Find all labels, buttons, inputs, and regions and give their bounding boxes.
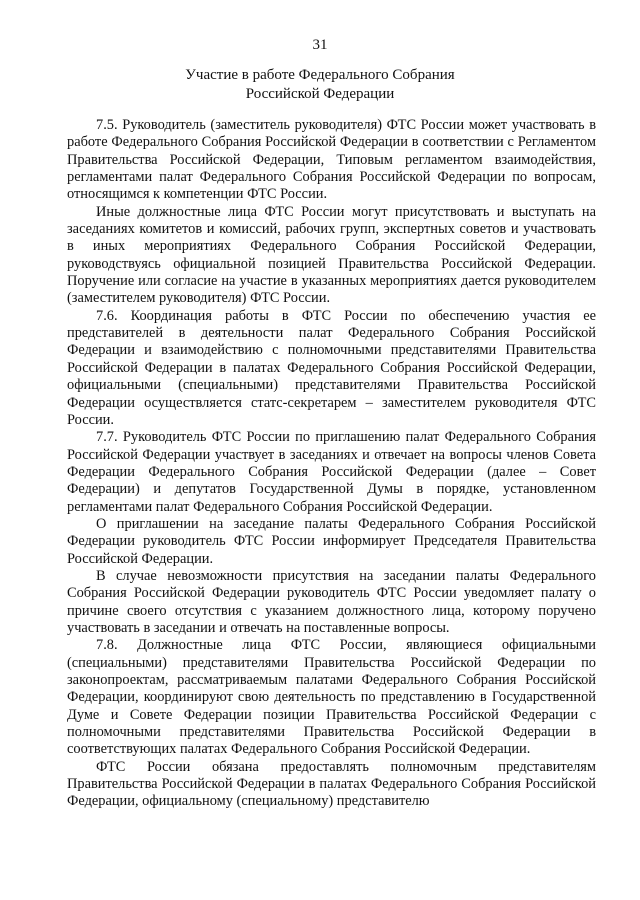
section-heading-line-1: Участие в работе Федерального Собрания [185, 67, 455, 83]
body-text [67, 117, 596, 811]
section-heading [0, 66, 640, 104]
paragraph-other-officials: Иные должностные лица ФТС России могут присутствовать и выступать на заседаниях комитетов и комиссий, рабочих групп, экспертных советов и участвовать в иных мероприятиях Федерального Собрания Российской Федерации, руководствуясь официальной позицией Правительства Российской Федерации. Поручение или согласие на участие в указанных мероприятиях дается руководителем (заместителем руководителя) ФТС России. [67, 203, 596, 307]
paragraph-7-8: 7.8. Должностные лица ФТС России, являющиеся официальными (специальными) представителями Правительства Российской Федерации по законопроектам, рассматриваемым палатами Федерального Собрания Российской Федерации, координируют свою деятельность по представлению в Государственной Думе и Совете Федерации позиции Правительства Российской Федерации с полномочными представителями Правительства Российской Федерации в соответствующих палатах Федерального Собрания Российской Федерации. [67, 637, 596, 758]
paragraph-absence: В случае невозможности присутствия на заседании палаты Федерального Собрания Российской Федерации руководитель ФТС России уведомляет палату о причине своего отсутствия с указанием должностного лица, которому поручено участвовать в заседании и отвечать на поставленные вопросы. [67, 567, 596, 636]
paragraph-invitation: О приглашении на заседание палаты Федерального Собрания Российской Федерации руководитель ФТС России информирует Председателя Правительства Российской Федерации. [67, 515, 596, 567]
paragraph-7-5: 7.5. Руководитель (заместитель руководителя) ФТС России может участвовать в работе Федерального Собрания Российской Федерации в соответствии с Регламентом Правительства Российской Федерации, Типовым регламентом взаимодействия, регламентами палат Федерального Собрания Российской Федерации по вопросам, относящимся к компетенции ФТС России. [67, 117, 596, 203]
paragraph-fts-obligation: ФТС России обязана предоставлять полномочным представителям Правительства Российской Федерации в палатах Федерального Собрания Российской Федерации, официальному (специальному) представителю [67, 758, 596, 810]
paragraph-7-6: 7.6. Координация работы в ФТС России по обеспечению участия ее представителей в деятельности палат Федерального Собрания Российской Федерации и взаимодействию с полномочными представителями Правительства Российской Федерации в палатах Федерального Собрания Российской Федерации, официальными (специальными) представителями Правительства Российской Федерации осуществляется статс-секретарем – заместителем руководителя ФТС России. [67, 307, 596, 428]
section-heading-line-2: Российской Федерации [245, 86, 395, 102]
page-number: 31 [312, 37, 328, 53]
paragraph-7-7: 7.7. Руководитель ФТС России по приглашению палат Федерального Собрания Российской Федерации участвует в заседаниях и отвечает на вопросы членов Совета Федерации Федерального Собрания Российской Федерации (далее – Совет Федерации) и депутатов Государственной Думы в порядке, установленном регламентами палат Федерального Собрания Российской Федерации. [67, 429, 596, 515]
